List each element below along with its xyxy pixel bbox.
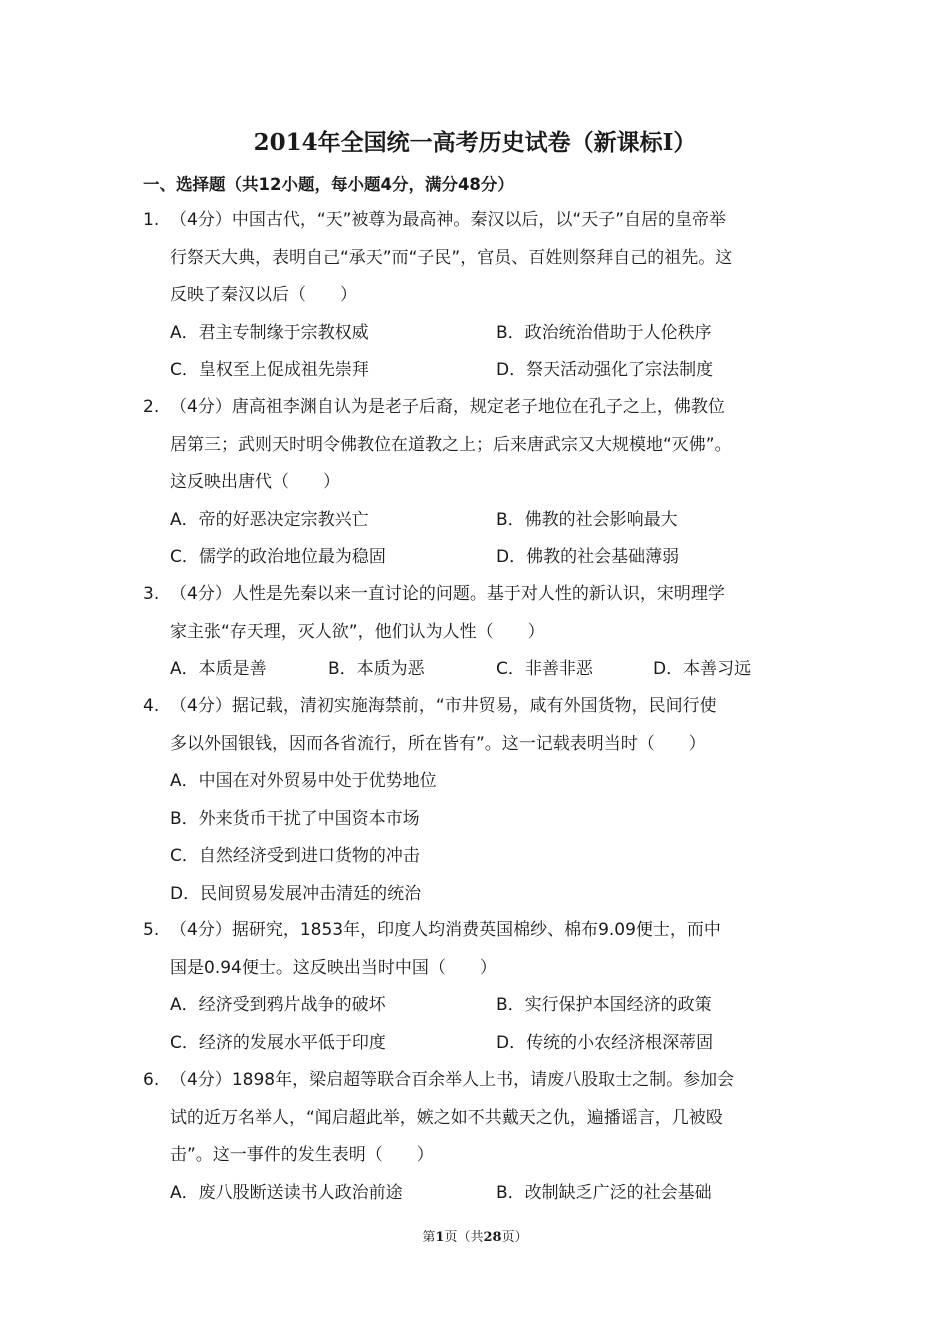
option-c: C．非善非恶 [496, 659, 593, 679]
option-b: B．实行保护本国经济的政策 [496, 995, 712, 1015]
option-a: A．中国在对外贸易中处于优势地位 [170, 771, 437, 791]
option-d: D．佛教的社会基础薄弱 [496, 547, 680, 567]
option-d: D．本善习远 [653, 659, 752, 679]
question-2 [143, 389, 813, 577]
question-text: 试的近万名举人，“闻启超此举，嫉之如不共戴天之仇，遍播谣言，几被殴 [170, 1107, 723, 1128]
question-5 [143, 912, 813, 1062]
question-3 [143, 576, 813, 689]
question-4 [143, 688, 813, 913]
question-6 [143, 1062, 813, 1212]
question-text: 反映了秦汉以后（ ） [170, 285, 357, 305]
option-c: C．儒学的政治地位最为稳固 [170, 547, 386, 567]
option-c: C．皇权至上促成祖先崇拜 [170, 360, 369, 380]
question-text: （4分）据研究，1853年，印度人均消费英国棉纱、棉布9.09便士，而中 [170, 920, 721, 940]
option-a: A．经济受到鸦片战争的破坏 [170, 995, 386, 1015]
option-b: B．外来货币干扰了中国资本市场 [170, 808, 420, 829]
question-text: 多以外国银钱，因而各省流行，所在皆有”。这一记载表明当时（ ） [170, 733, 706, 754]
question-text: （4分）1898年，梁启超等联合百余举人上书，请废八股取士之制。参加会 [170, 1070, 735, 1090]
page-footer [0, 1226, 950, 1245]
total-page-count: 28 [483, 1230, 502, 1245]
option-d: D．传统的小农经济根深蒂固 [496, 1032, 714, 1053]
option-d: D．民间贸易发展冲击清廷的统治 [170, 883, 422, 904]
question-text: 行祭天大典，表明自己“承天”而“子民”，官员、百姓则祭拜自己的祖先。这 [170, 247, 733, 268]
option-b: B．佛教的社会影响最大 [496, 509, 678, 530]
exam-title: 2014年全国统一高考历史试卷（新课标Ⅰ） [253, 129, 697, 156]
question-text: （4分）唐高祖李渊自认为是老子后裔，规定老子地位在孔子之上，佛教位 [170, 397, 725, 417]
question-1 [143, 202, 813, 390]
option-c: C．经济的发展水平低于印度 [170, 1032, 386, 1053]
question-number: 5. [143, 920, 160, 940]
question-number: 6. [143, 1070, 160, 1090]
question-text: （4分）中国古代，“天”被尊为最高神。秦汉以后，以“天子”自居的皇帝举 [170, 210, 727, 230]
question-text: 家主张“存天理，灭人欲”，他们认为人性（ ） [170, 621, 545, 642]
question-text: 国是0.94便士。这反映出当时中国（ ） [170, 957, 497, 978]
question-text: 这反映出唐代（ ） [170, 472, 340, 492]
option-d: D．祭天活动强化了宗法制度 [496, 360, 714, 380]
section-heading: 一、选择题（共12小题，每小题4分，满分48分） [143, 175, 514, 194]
question-number: 2. [143, 397, 160, 417]
footer-mid: 页（共 [444, 1230, 484, 1245]
footer-suffix: 页） [501, 1230, 528, 1245]
footer-prefix: 第 [422, 1230, 436, 1245]
option-b: B．本质为恶 [328, 659, 425, 679]
option-a: A．帝的好恶决定宗教兴亡 [170, 509, 369, 530]
current-page-number: 1 [435, 1230, 445, 1245]
question-number: 3. [143, 584, 160, 604]
option-a: A．君主专制缘于宗教权威 [170, 322, 369, 343]
option-a: A．废八股断送读书人政治前途 [170, 1182, 403, 1203]
question-text: 击”。这一事件的发生表明（ ） [170, 1145, 434, 1165]
option-c: C．自然经济受到进口货物的冲击 [170, 846, 420, 866]
question-number: 1. [143, 210, 160, 230]
question-text: （4分）人性是先秦以来一直讨论的问题。基于对人性的新认识，宋明理学 [170, 584, 725, 604]
option-b: B．改制缺乏广泛的社会基础 [496, 1182, 712, 1203]
question-text: （4分）据记载，清初实施海禁前，“市井贸易，咸有外国货物，民间行使 [170, 696, 717, 716]
question-number: 4. [143, 696, 160, 716]
option-a: A．本质是善 [170, 659, 267, 679]
question-text: 居第三；武则天时明令佛教位在道教之上；后来唐武宗又大规模地“灭佛”。 [170, 434, 732, 455]
option-b: B．政治统治借助于人伦秩序 [496, 322, 712, 343]
